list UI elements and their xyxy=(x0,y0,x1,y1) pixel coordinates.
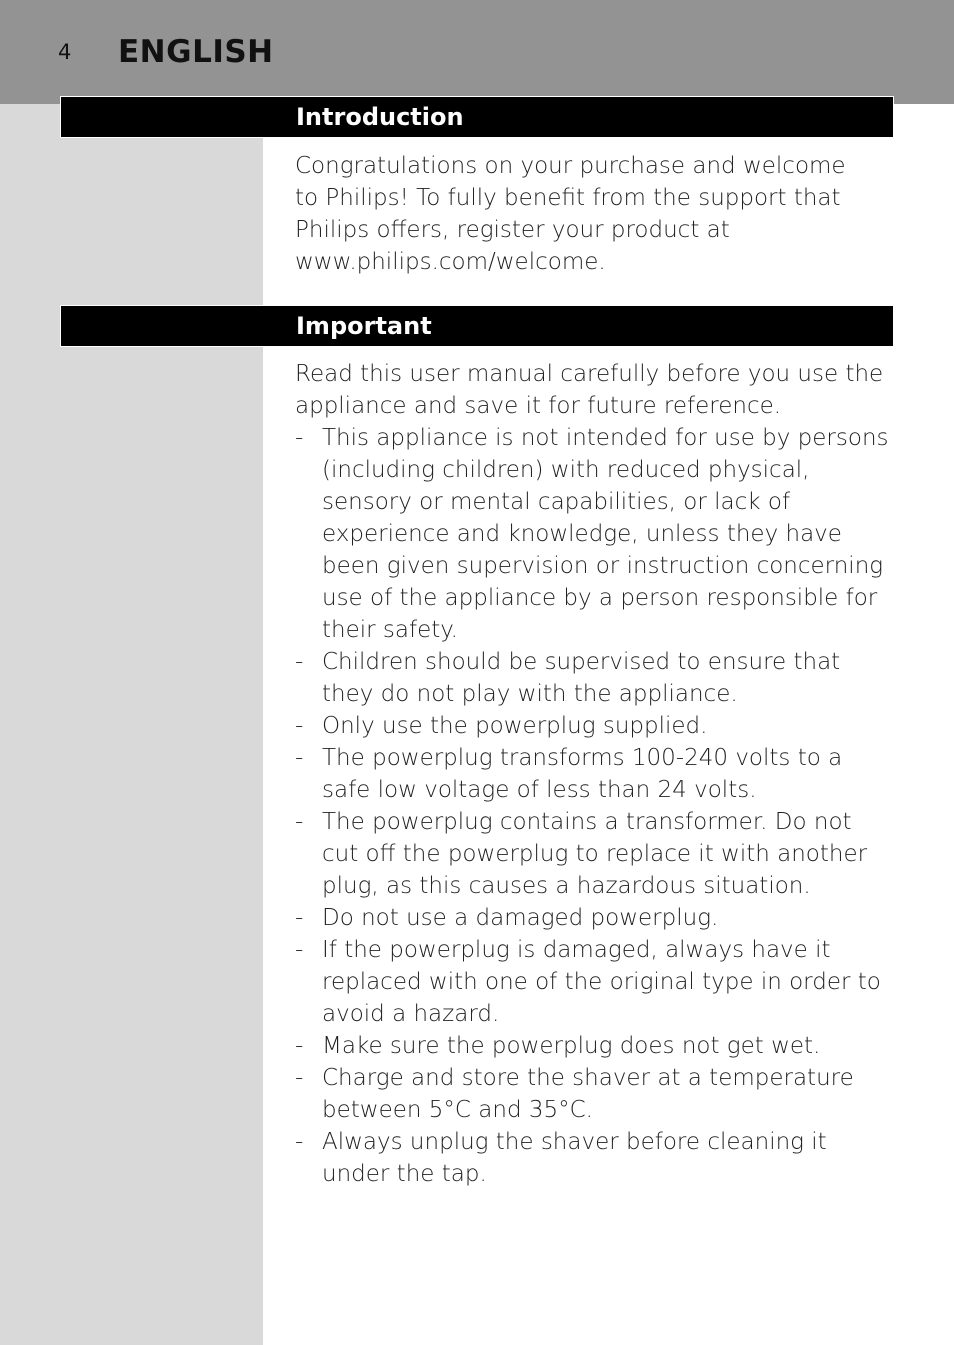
list-item-text: Charge and store the shaver at a temperature between 5°C and 35°C. xyxy=(322,1065,854,1123)
header-band xyxy=(0,0,954,104)
list-item-text: Children should be supervised to ensure that they do not play with the appliance. xyxy=(322,649,841,707)
bullet-dash: - xyxy=(295,937,304,963)
list-item-text: Only use the powerplug supplied. xyxy=(322,713,708,739)
list-item-text: The powerplug contains a transformer. Do not cut off the powerplug to replace it with another plug, as this causes a hazardous situation. xyxy=(322,809,868,899)
list-item-text: This appliance is not intended for use by persons (including children) with reduced physical, sensory or mental capabilities, or lack of experience and knowledge, unless they have been given supervision or instruction concerning use of the appliance by a person responsible for their safety. xyxy=(322,425,889,643)
bullet-dash: - xyxy=(295,1033,304,1059)
bullet-dash: - xyxy=(295,809,304,835)
bullet-dash: - xyxy=(295,1129,304,1155)
list-item-text: Make sure the powerplug does not get wet. xyxy=(322,1033,821,1059)
list-item xyxy=(295,742,895,806)
list-item xyxy=(295,806,895,902)
list-item-text: The powerplug transforms 100-240 volts to a safe low voltage of less than 24 volts. xyxy=(322,745,843,803)
important-body xyxy=(295,358,895,1190)
left-margin-column xyxy=(0,104,263,1345)
safety-list xyxy=(295,422,895,1190)
bullet-dash: - xyxy=(295,649,304,675)
bullet-dash: - xyxy=(295,425,304,451)
list-item xyxy=(295,646,895,710)
language-heading: ENGLISH xyxy=(118,34,274,70)
bullet-dash: - xyxy=(295,713,304,739)
bullet-dash: - xyxy=(295,745,304,771)
list-item-text: If the powerplug is damaged, always have it replaced with one of the original type in order to avoid a hazard. xyxy=(322,937,881,1027)
list-item-text: Always unplug the shaver before cleaning it under the tap. xyxy=(322,1129,827,1187)
list-item xyxy=(295,422,895,646)
page-number: 4 xyxy=(58,40,72,64)
list-item xyxy=(295,1030,895,1062)
list-item xyxy=(295,710,895,742)
bullet-dash: - xyxy=(295,1065,304,1091)
list-item-text: Do not use a damaged powerplug. xyxy=(322,905,719,931)
important-lead: Read this user manual carefully before you use the appliance and save it for future reference. xyxy=(295,361,884,419)
bullet-dash: - xyxy=(295,905,304,931)
section-bar-important xyxy=(60,305,894,347)
section-title-introduction: Introduction xyxy=(296,103,464,131)
list-item xyxy=(295,1126,895,1190)
list-item xyxy=(295,1062,895,1126)
list-item xyxy=(295,902,895,934)
section-bar-introduction xyxy=(60,96,894,138)
section-title-important: Important xyxy=(296,312,432,340)
list-item xyxy=(295,934,895,1030)
introduction-body: Congratulations on your purchase and welcome to Philips! To fully benefit from the support that Philips offers, register your product at www.philips.com/welcome. xyxy=(295,153,846,275)
